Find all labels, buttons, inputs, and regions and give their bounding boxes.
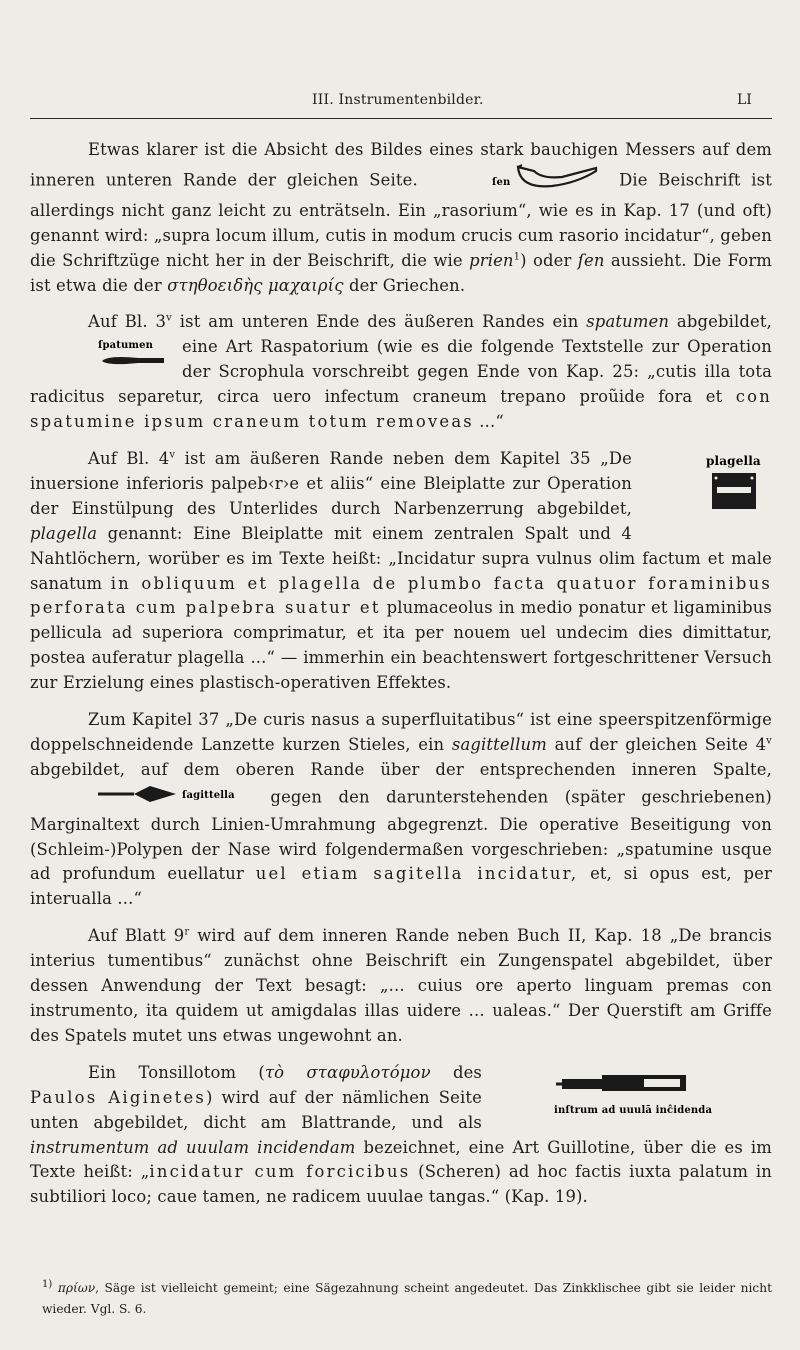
- text-segment: (Scheren) ad hoc factis iuxta palatum in subtiliori loco; caue tamen, ne radicem uuulae tangas.“ (Kap. 19).: [30, 1162, 772, 1207]
- text-segment: plumaceolus in medio ponatur et ligaminibus pellicula ad superiora comprimatur, et ita per nouem uel undecim dies dimittatur, postea auferatur plagella ...“ — immerhin ein beachtenswert fortgeschrittener Versuch zur Erzielung eines plastisch-operativen Effektes.: [30, 598, 772, 693]
- text-segment: Ein Tonsillotom (: [88, 1062, 265, 1082]
- text-segment: genannt: Eine Bleiplatte mit einem zentralen Spalt und 4 Nahtlöchern, worüber es im Texte heißt: „Incidatur supra vulnus olim factum et male sanatum: [30, 523, 772, 593]
- spatumen-label: ſpatumen: [98, 340, 154, 352]
- text-segment: aussieht. Die Form ist etwa die der: [30, 250, 772, 295]
- sagittella-label: ſagittella: [182, 789, 235, 801]
- text-segment: Etwas klarer ist die Absicht des Bildes eines stark bauchigen Messers auf dem inneren unteren Rande der gleichen Seite.: [30, 140, 772, 190]
- paragraph-zungenspatel: [30, 924, 772, 1049]
- text-segment: ist am äußeren Rande neben dem Kapitel 35 „De inuersione inferioris palpeb‹r›e et aliis“ eine Bleiplatte zur Operation der Einstülpung des Unterlides durch Narbenzerrung abgebildet,: [30, 448, 632, 518]
- text-segment: abgebildet, auf dem oberen Rande über der entsprechenden inneren Spalte,: [30, 759, 772, 779]
- verso-marker: v: [766, 735, 772, 747]
- text-segment: Die Beischrift ist allerdings nicht ganz leicht zu enträtseln. Ein „rasorium“, wie es in Kap. 17 (und oft) genannt wird: „supra locum illum, cutis in modum crucis cum rasorio incidatur“, geben die Schriftzüge nicht her in der Beischrift, die wie: [30, 170, 772, 270]
- text-segment: Zum Kapitel 37 „De curis nasus a superfluitatibus“ ist eine speerspitzenförmige doppelschneidende Lanzette kurzen Stieles, ein: [30, 710, 772, 754]
- section-title: III. Instrumentenbilder.: [312, 92, 484, 108]
- paragraph-spatumen: [30, 310, 772, 435]
- author-name: Paulos Aiginetes: [30, 1087, 206, 1107]
- lancet-icon: [96, 783, 246, 805]
- text-segment: ist am unteren Ende des äußeren Randes ein: [179, 312, 579, 332]
- tonsillotom-figure: [496, 1071, 766, 1129]
- verso-marker: v: [166, 312, 172, 324]
- footnote: [42, 1278, 772, 1320]
- spaced-quote: con spatumine ipsum craneum totum removeas: [30, 387, 772, 432]
- text-segment: abgebildet, eine Art Raspatorium (wie es die folgende Textstelle zur Operation der Scrophula vorschreibt gegen Ende von Kap. 25: „cutis illa tota radicitus separetur, circa uero infectum craneum trepano proũide fora et: [30, 312, 772, 407]
- text-segment: et, si opus est, per interualla ...“: [30, 864, 772, 909]
- text-segment: bezeichnet, eine Art Guillotine, über die es im Texte heißt: „: [30, 1137, 772, 1182]
- spaced-quote: in obliquum et plagella de plumbo facta quatuor foraminibus perforata cum palpebra suatur et: [30, 573, 772, 618]
- term-sagittellum: sagittellum: [451, 734, 547, 754]
- spaced-quote: uel etiam sagitella incidatur,: [255, 864, 579, 884]
- knife-icon: [492, 163, 602, 191]
- footnote-marker: 1: [513, 251, 521, 263]
- text-segment: ...“: [479, 412, 504, 432]
- raspatory-icon: [98, 337, 170, 373]
- rasorium-figure: [434, 163, 602, 199]
- tonsillotome-icon: [554, 1071, 766, 1121]
- paragraph-tonsillotom: [30, 1061, 772, 1210]
- tonsillotom-label: inſtrum ad uuulā inĉidenda: [554, 1104, 713, 1116]
- header-rule: [30, 118, 772, 119]
- term-spatumen: spatumen: [586, 312, 670, 332]
- lead-plate-icon: [704, 451, 766, 513]
- text-segment: ) wird auf der nämlichen Seite unten abgebildet, dicht am Blattrande, und als: [30, 1087, 482, 1132]
- spatumen-figure: [40, 337, 170, 381]
- inscription-prien: prien: [469, 250, 514, 270]
- paragraph-sagittellum: [30, 708, 772, 912]
- text-segment: ) oder: [520, 250, 572, 270]
- footnote-text: , Säge ist vielleicht gemeint; eine Sägezahnung scheint angedeutet. Das Zinkklischee gibt sie leider nicht wieder. Vgl. S. 6.: [42, 1281, 772, 1316]
- paragraph-plagella: [30, 447, 772, 696]
- body-text: [30, 138, 772, 1222]
- text-segment: gegen den darunterstehenden (später geschriebenen) Marginaltext durch Linien-Umrahmung abgegrenzt. Die operative Beseitigung von (Schleim-)Polypen der Nase wird folgendermaßen vorgeschrieben: „spatumine usque ad profundum euellatur: [30, 787, 772, 884]
- footnote-marker: 1): [42, 1278, 53, 1290]
- verso-marker: v: [169, 449, 176, 461]
- text-segment: der Griechen.: [348, 275, 466, 295]
- text-segment: Auf Bl. 4: [88, 448, 170, 468]
- text-segment: Auf Blatt 9: [88, 926, 185, 946]
- running-head: [0, 92, 800, 116]
- inscription-sen: ſen: [577, 250, 605, 270]
- paragraph-rasorium: [30, 138, 772, 298]
- greek-term: στηθοειδὴς μαχαιρίς: [167, 275, 344, 295]
- plagella-figure: [646, 451, 766, 521]
- plagella-label: plagella: [706, 453, 761, 468]
- term-instrumentum: instrumentum ad uuulam incidendam: [30, 1137, 356, 1157]
- spaced-quote: incidatur cum forcicibus: [149, 1162, 411, 1182]
- text-segment: wird auf dem inneren Rande neben Buch II, Kap. 18 „De brancis interius tumentibus“ zunächst ohne Beischrift ein Zungenspatel abgebildet, über dessen Anwendung der Text besagt: „... cuius ore aperto linguam premas con instrumento, ita quidem ut amigdalas illas uidere ... ualeas.“ Der Querstift am Griffe des Spatels mutet uns etwas ungewohnt an.: [30, 926, 772, 1045]
- recto-marker: r: [184, 926, 190, 938]
- rasorium-label: ſen: [492, 176, 511, 188]
- footnote-greek: πρίων: [57, 1281, 96, 1295]
- text-segment: des: [452, 1062, 482, 1082]
- sagittella-figure: [38, 783, 246, 813]
- greek-term: τὸ σταφυλοτόμον: [264, 1062, 431, 1082]
- text-segment: auf der gleichen Seite 4: [554, 734, 767, 754]
- term-plagella: plagella: [30, 523, 98, 543]
- page-number: LI: [737, 92, 752, 108]
- text-segment: Auf Bl. 3: [88, 312, 167, 332]
